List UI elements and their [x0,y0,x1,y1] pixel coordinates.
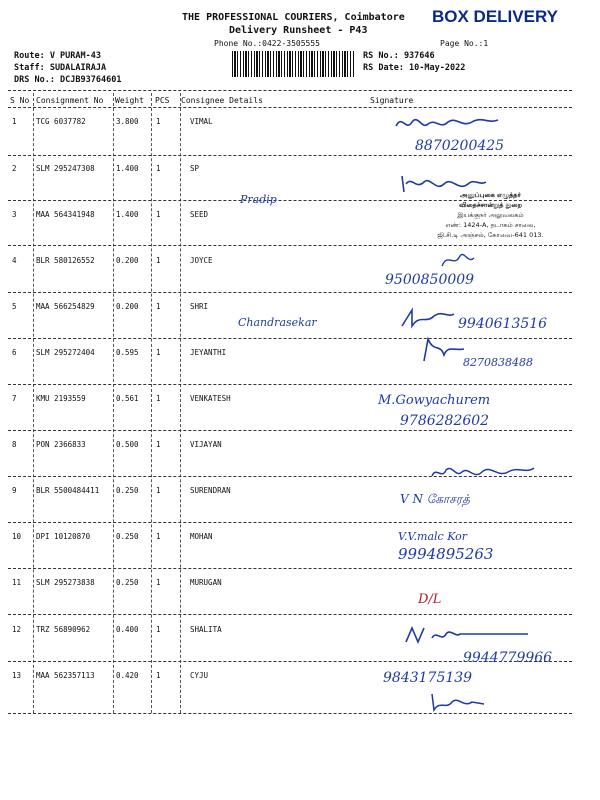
phone-number: Phone No.:0422-3505555 [214,39,320,48]
row-consignee: SURENDRAN [190,486,231,495]
row-consignment: BLR 580126552 [36,256,95,265]
office-stamp [388,190,593,240]
row-pcs: 1 [156,486,161,495]
row-consignee: VENKATESH [190,394,231,403]
header-bottom-rule [8,107,572,108]
row-divider [8,292,572,293]
row-consignment: TRZ 56890962 [36,625,91,634]
row-consignee: MURUGAN [190,578,222,587]
row-divider [8,338,572,339]
row-consignee: SP [190,164,200,173]
row-weight: 3.800 [116,117,139,126]
stamp-line-2: விதைச்சான்றுத் துறை [459,201,522,209]
handwritten-phone-row-1: 8870200425 [415,138,505,154]
handwritten-phone-row-13: 9843175139 [383,670,473,686]
row-sno: 11 [12,578,22,587]
row-weight: 0.250 [116,578,139,587]
row-pcs: 1 [156,578,161,587]
row-consignee: SEED [190,210,209,219]
col-sno: S No [10,96,30,105]
row-divider [8,568,572,569]
col-divider [33,93,34,713]
stamp-line-5: ஜி.சி.டி அஞ்சல், கோவை-641 013. [437,231,544,239]
col-signature: Signature [370,96,414,105]
handwritten-name-row-7: M.Gowyachurem [378,393,491,408]
row-sno: 8 [12,440,17,449]
drs-number: DRS No.: DCJB93764601 [14,75,122,85]
row-sno: 9 [12,486,17,495]
handwritten-sig-row-9: V N கோசரத் [400,492,470,506]
row-divider [8,522,572,523]
row-consignment: KMU 2193559 [36,394,86,403]
row-consignment: BLR 5500484411 [36,486,100,495]
handwritten-phone-row-7: 9786282602 [400,413,490,429]
row-divider [8,614,572,615]
handwritten-note-row-2: Pradip [240,193,277,206]
row-weight: 0.561 [116,394,139,403]
row-pcs: 1 [156,210,161,219]
route: Route: V PURAM-43 [14,51,101,61]
col-divider [180,93,181,713]
header-top-rule [8,90,572,91]
col-pcs: PCS [155,96,170,105]
stamp-line-3: இயக்குநர் அலுவலகம் [457,211,524,219]
row-sno: 1 [12,117,17,126]
signature-row-5 [398,304,458,334]
handwritten-name-row-5: Chandrasekar [238,316,317,329]
staff: Staff: SUDALAIRAJA [14,63,107,73]
row-consignment: SLM 295273838 [36,578,95,587]
row-pcs: 1 [156,348,161,357]
row-pcs: 1 [156,625,161,634]
row-weight: 0.420 [116,671,139,680]
row-sno: 2 [12,164,17,173]
handwritten-phone-row-12: 9944779966 [463,650,553,666]
handwritten-phone-row-4: 9500850009 [385,272,475,288]
row-divider [8,430,572,431]
col-divider [151,93,152,713]
row-consignee: SHRI [190,302,209,311]
row-sno: 4 [12,256,17,265]
row-sno: 3 [12,210,17,219]
col-weight: Weight [115,96,144,105]
row-pcs: 1 [156,164,161,173]
row-pcs: 1 [156,394,161,403]
signature-row-1 [392,110,502,136]
stamp-line-1: அனுப்புகை எழுத்தர் [460,191,521,199]
row-consignee: JEYANTHI [190,348,227,357]
row-sno: 13 [12,671,22,680]
barcode [232,51,354,77]
row-weight: 0.250 [116,532,139,541]
row-sno: 7 [12,394,17,403]
runsheet-subtitle: Delivery Runsheet - P43 [229,25,368,36]
row-sno: 6 [12,348,17,357]
row-pcs: 1 [156,532,161,541]
row-sno: 5 [12,302,17,311]
handwritten-sig-row-10: V.V.malc Kor [398,530,468,543]
col-consignee: Consignee Details [181,96,263,105]
row-pcs: 1 [156,117,161,126]
row-consignment: MAA 566254829 [36,302,95,311]
row-consignee: SHALITA [190,625,222,634]
row-consignee: MOHAN [190,532,213,541]
row-consignment: SLM 295247308 [36,164,95,173]
row-sno: 10 [12,532,22,541]
row-consignment: SLM 295272404 [36,348,95,357]
row-consignment: TCG 6037782 [36,117,86,126]
row-divider [8,245,572,246]
row-consignment: MAA 562357113 [36,671,95,680]
row-weight: 1.400 [116,210,139,219]
signature-row-13 [428,690,488,714]
handwritten-phone-row-6: 8270838488 [463,356,533,369]
row-weight: 1.400 [116,164,139,173]
signature-row-12 [402,624,532,648]
row-sno: 12 [12,625,22,634]
page-number: Page No.:1 [440,39,489,48]
row-pcs: 1 [156,256,161,265]
row-consignment: MAA 564341948 [36,210,95,219]
box-delivery-label: BOX DELIVERY [432,7,558,26]
col-consignment: Consignment No [36,96,104,105]
row-weight: 0.400 [116,625,139,634]
row-consignment: DPI 10120870 [36,532,91,541]
row-pcs: 1 [156,440,161,449]
row-consignee: VIMAL [190,117,213,126]
row-divider [8,384,572,385]
row-weight: 0.500 [116,440,139,449]
row-pcs: 1 [156,302,161,311]
rs-number: RS No.: 937646 [363,51,435,61]
handwritten-phone-row-5: 9940613516 [458,316,548,332]
row-weight: 0.200 [116,302,139,311]
handwritten-mark-row-11: D/L [418,592,442,607]
stamp-line-4: எண்: 1424-A, தடாகம் சாலை, [445,221,536,229]
handwritten-phone-row-10: 9994895263 [398,545,494,563]
row-consignee: JOYCE [190,256,213,265]
col-divider [113,93,114,713]
row-weight: 0.200 [116,256,139,265]
signature-row-4 [438,248,478,270]
row-consignee: VIJAYAN [190,440,222,449]
row-consignee: CYJU [190,671,209,680]
row-divider [8,155,572,156]
row-pcs: 1 [156,671,161,680]
row-weight: 0.250 [116,486,139,495]
signature-row-8 [428,460,538,486]
rs-date: RS Date: 10-May-2022 [363,63,466,73]
row-weight: 0.595 [116,348,139,357]
company-title: THE PROFESSIONAL COURIERS, Coimbatore [182,12,405,23]
row-consignment: PON 2366833 [36,440,86,449]
